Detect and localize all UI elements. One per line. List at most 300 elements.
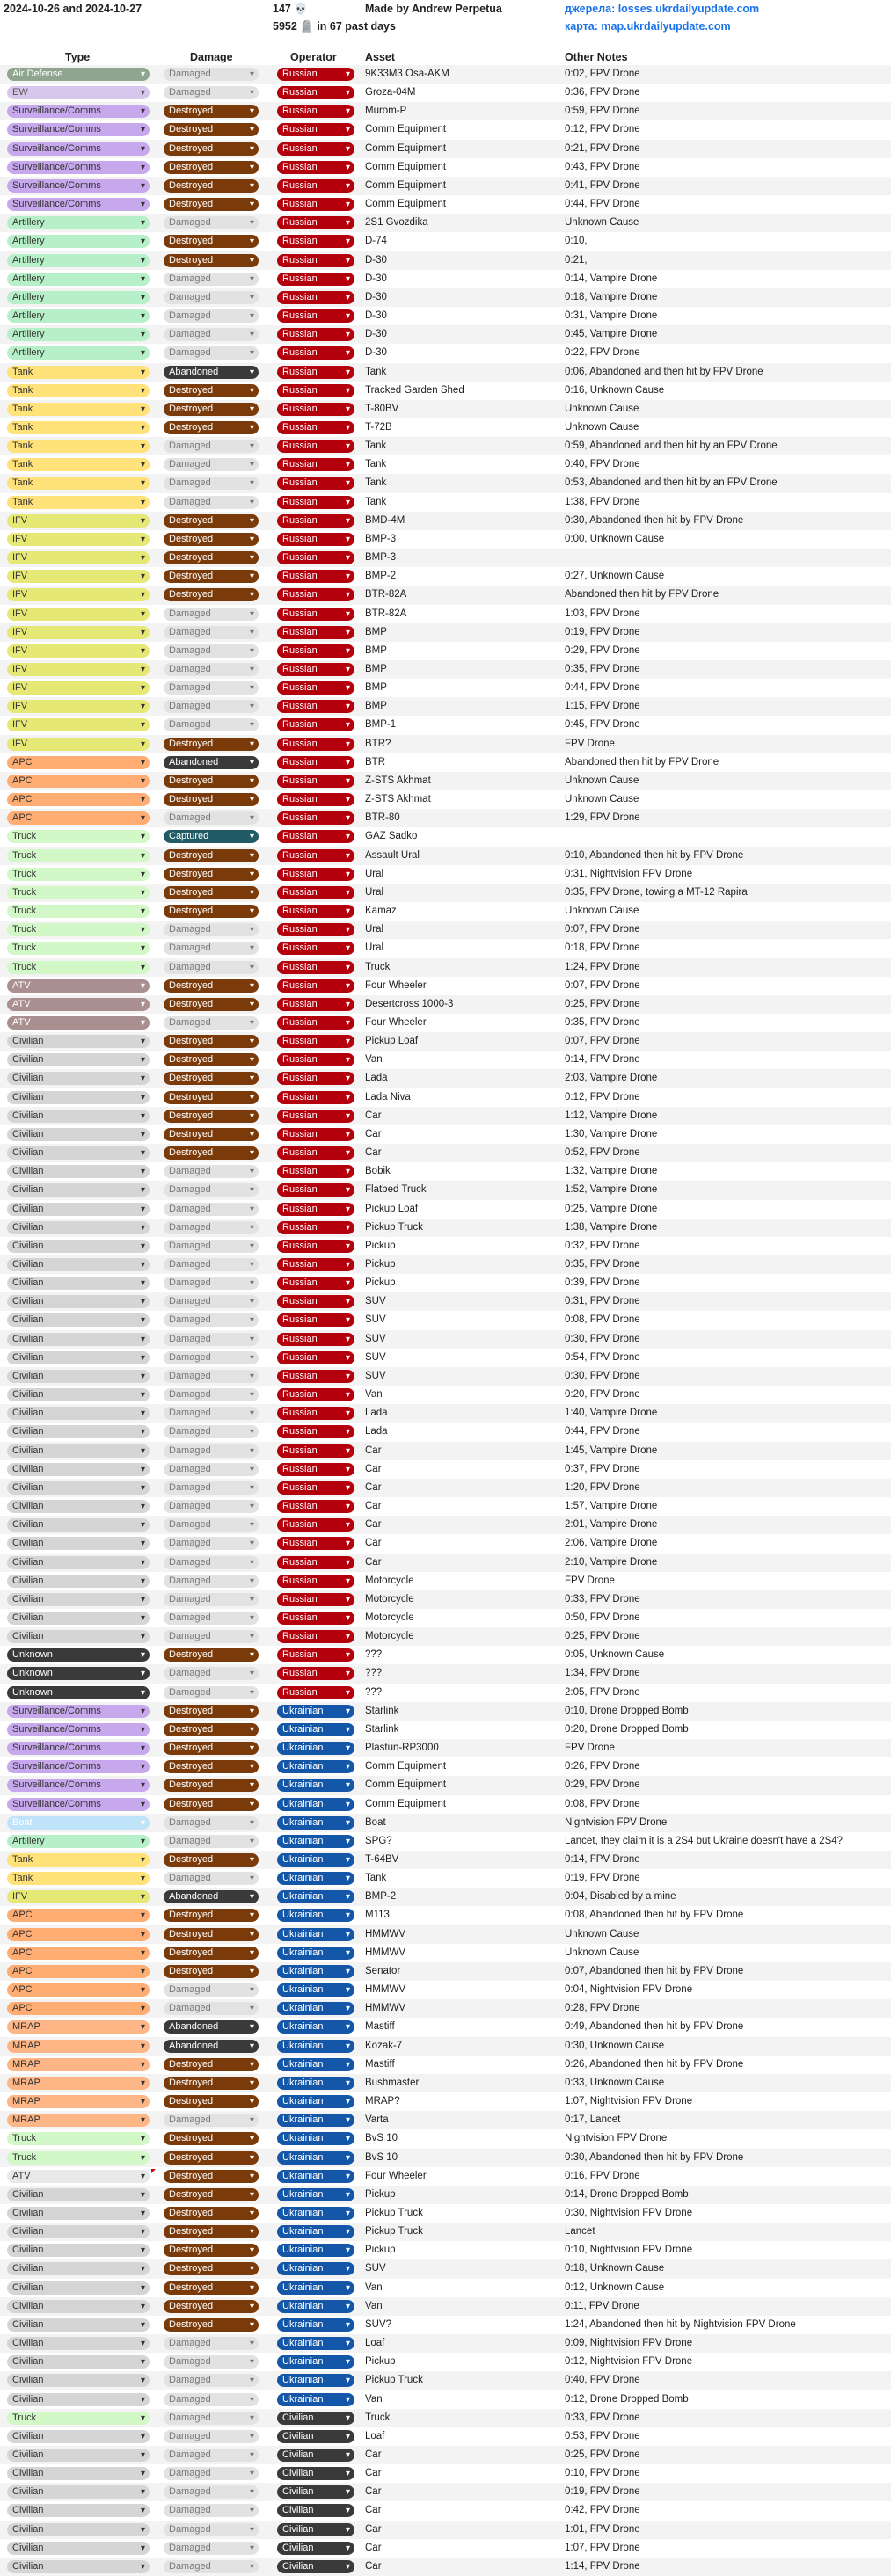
- operator-select[interactable]: Russian ▾: [277, 68, 354, 81]
- damage-select[interactable]: Damaged ▾: [164, 2002, 259, 2015]
- operator-select[interactable]: Russian ▾: [277, 998, 354, 1011]
- operator-select[interactable]: Russian ▾: [277, 1575, 354, 1588]
- type-select[interactable]: Civilian ▾: [7, 2374, 150, 2387]
- damage-select[interactable]: Abandoned ▾: [164, 756, 259, 769]
- operator-select[interactable]: Ukrainian ▾: [277, 2244, 354, 2257]
- type-select[interactable]: IFV ▾: [7, 1890, 150, 1903]
- damage-select[interactable]: Damaged ▾: [164, 1630, 259, 1643]
- type-select[interactable]: Civilian ▾: [7, 2430, 150, 2443]
- operator-select[interactable]: Russian ▾: [277, 886, 354, 899]
- operator-select[interactable]: Ukrainian ▾: [277, 2337, 354, 2350]
- damage-select[interactable]: Damaged ▾: [164, 346, 259, 360]
- type-select[interactable]: Truck ▾: [7, 849, 150, 862]
- damage-select[interactable]: Damaged ▾: [164, 1351, 259, 1364]
- damage-select[interactable]: Destroyed ▾: [164, 2170, 259, 2183]
- type-select[interactable]: APC ▾: [7, 1983, 150, 1997]
- damage-select[interactable]: Destroyed ▾: [164, 738, 259, 751]
- damage-select[interactable]: Destroyed ▾: [164, 2300, 259, 2313]
- operator-select[interactable]: Russian ▾: [277, 235, 354, 248]
- operator-select[interactable]: Ukrainian ▾: [277, 1779, 354, 1792]
- operator-select[interactable]: Russian ▾: [277, 1128, 354, 1141]
- type-select[interactable]: Civilian ▾: [7, 1407, 150, 1420]
- type-select[interactable]: Civilian ▾: [7, 1221, 150, 1234]
- damage-select[interactable]: Damaged ▾: [164, 1518, 259, 1532]
- type-select[interactable]: Boat ▾: [7, 1816, 150, 1830]
- damage-select[interactable]: Damaged ▾: [164, 216, 259, 229]
- type-select[interactable]: Truck ▾: [7, 2412, 150, 2425]
- type-select[interactable]: Truck ▾: [7, 886, 150, 899]
- operator-select[interactable]: Ukrainian ▾: [277, 2020, 354, 2034]
- type-select[interactable]: Surveillance/Comms ▾: [7, 1705, 150, 1718]
- operator-select[interactable]: Russian ▾: [277, 681, 354, 695]
- damage-select[interactable]: Damaged ▾: [164, 1667, 259, 1680]
- type-select[interactable]: Civilian ▾: [7, 1463, 150, 1476]
- type-select[interactable]: Civilian ▾: [7, 1518, 150, 1532]
- operator-select[interactable]: Russian ▾: [277, 1612, 354, 1625]
- type-select[interactable]: Surveillance/Comms ▾: [7, 179, 150, 193]
- type-select[interactable]: Surveillance/Comms ▾: [7, 1760, 150, 1773]
- type-select[interactable]: Unknown ▾: [7, 1686, 150, 1699]
- type-select[interactable]: Civilian ▾: [7, 1203, 150, 1216]
- operator-select[interactable]: Ukrainian ▾: [277, 1909, 354, 1922]
- operator-select[interactable]: Russian ▾: [277, 273, 354, 286]
- operator-select[interactable]: Russian ▾: [277, 328, 354, 341]
- damage-select[interactable]: Damaged ▾: [164, 1444, 259, 1458]
- damage-select[interactable]: Damaged ▾: [164, 1183, 259, 1197]
- operator-select[interactable]: Russian ▾: [277, 216, 354, 229]
- type-select[interactable]: MRAP ▾: [7, 2095, 150, 2108]
- operator-select[interactable]: Russian ▾: [277, 440, 354, 453]
- damage-select[interactable]: Damaged ▾: [164, 2523, 259, 2536]
- damage-select[interactable]: Damaged ▾: [164, 1556, 259, 1569]
- operator-select[interactable]: Ukrainian ▾: [277, 2188, 354, 2201]
- operator-select[interactable]: Russian ▾: [277, 1333, 354, 1346]
- damage-select[interactable]: Destroyed ▾: [164, 403, 259, 416]
- damage-select[interactable]: Destroyed ▾: [164, 793, 259, 806]
- operator-select[interactable]: Ukrainian ▾: [277, 2374, 354, 2387]
- damage-select[interactable]: Damaged ▾: [164, 458, 259, 471]
- type-select[interactable]: APC ▾: [7, 2002, 150, 2015]
- operator-select[interactable]: Russian ▾: [277, 142, 354, 156]
- damage-select[interactable]: Destroyed ▾: [164, 2077, 259, 2090]
- type-select[interactable]: Surveillance/Comms ▾: [7, 1798, 150, 1811]
- damage-select[interactable]: Destroyed ▾: [164, 1742, 259, 1755]
- type-select[interactable]: APC ▾: [7, 1947, 150, 1960]
- damage-select[interactable]: Damaged ▾: [164, 718, 259, 731]
- type-select[interactable]: Truck ▾: [7, 923, 150, 936]
- type-select[interactable]: Artillery ▾: [7, 273, 150, 286]
- type-select[interactable]: Civilian ▾: [7, 2485, 150, 2499]
- damage-select[interactable]: Damaged ▾: [164, 700, 259, 713]
- damage-select[interactable]: Damaged ▾: [164, 291, 259, 304]
- damage-select[interactable]: Destroyed ▾: [164, 2095, 259, 2108]
- damage-select[interactable]: Destroyed ▾: [164, 2058, 259, 2071]
- damage-select[interactable]: Destroyed ▾: [164, 998, 259, 1011]
- operator-select[interactable]: Russian ▾: [277, 718, 354, 731]
- operator-select[interactable]: Russian ▾: [277, 1686, 354, 1699]
- operator-select[interactable]: Ukrainian ▾: [277, 1835, 354, 1848]
- operator-select[interactable]: Ukrainian ▾: [277, 1723, 354, 1736]
- operator-select[interactable]: Russian ▾: [277, 1370, 354, 1383]
- type-select[interactable]: Civilian ▾: [7, 1388, 150, 1401]
- type-select[interactable]: Civilian ▾: [7, 2523, 150, 2536]
- damage-select[interactable]: Abandoned ▾: [164, 2040, 259, 2053]
- type-select[interactable]: Civilian ▾: [7, 1035, 150, 1048]
- operator-select[interactable]: Russian ▾: [277, 1388, 354, 1401]
- damage-select[interactable]: Damaged ▾: [164, 1016, 259, 1030]
- type-select[interactable]: Unknown ▾: [7, 1667, 150, 1680]
- operator-select[interactable]: Russian ▾: [277, 942, 354, 955]
- operator-select[interactable]: Ukrainian ▾: [277, 2002, 354, 2015]
- type-select[interactable]: MRAP ▾: [7, 2114, 150, 2127]
- type-select[interactable]: Civilian ▾: [7, 1575, 150, 1588]
- damage-select[interactable]: Damaged ▾: [164, 2542, 259, 2555]
- operator-select[interactable]: Ukrainian ▾: [277, 1760, 354, 1773]
- damage-select[interactable]: Destroyed ▾: [164, 2318, 259, 2332]
- damage-select[interactable]: Destroyed ▾: [164, 161, 259, 174]
- damage-select[interactable]: Destroyed ▾: [164, 1110, 259, 1123]
- type-select[interactable]: Artillery ▾: [7, 254, 150, 267]
- damage-select[interactable]: Destroyed ▾: [164, 1705, 259, 1718]
- operator-select[interactable]: Russian ▾: [277, 105, 354, 118]
- damage-select[interactable]: Damaged ▾: [164, 961, 259, 974]
- type-select[interactable]: Civilian ▾: [7, 1072, 150, 1085]
- type-select[interactable]: Air Defense ▾: [7, 68, 150, 81]
- operator-select[interactable]: Civilian ▾: [277, 2485, 354, 2499]
- damage-select[interactable]: Destroyed ▾: [164, 1091, 259, 1104]
- type-select[interactable]: Surveillance/Comms ▾: [7, 198, 150, 211]
- type-select[interactable]: Civilian ▾: [7, 1053, 150, 1066]
- type-select[interactable]: Civilian ▾: [7, 1481, 150, 1495]
- operator-select[interactable]: Russian ▾: [277, 123, 354, 136]
- type-select[interactable]: Artillery ▾: [7, 291, 150, 304]
- type-select[interactable]: APC ▾: [7, 1965, 150, 1978]
- damage-select[interactable]: Destroyed ▾: [164, 198, 259, 211]
- type-select[interactable]: APC ▾: [7, 756, 150, 769]
- operator-select[interactable]: Russian ▾: [277, 384, 354, 397]
- type-select[interactable]: Civilian ▾: [7, 2225, 150, 2238]
- operator-select[interactable]: Civilian ▾: [277, 2412, 354, 2425]
- operator-select[interactable]: Russian ▾: [277, 346, 354, 360]
- damage-select[interactable]: Destroyed ▾: [164, 179, 259, 193]
- operator-select[interactable]: Russian ▾: [277, 1146, 354, 1160]
- damage-select[interactable]: Damaged ▾: [164, 626, 259, 639]
- damage-select[interactable]: Damaged ▾: [164, 2504, 259, 2517]
- operator-select[interactable]: Civilian ▾: [277, 2430, 354, 2443]
- type-select[interactable]: IFV ▾: [7, 663, 150, 676]
- type-select[interactable]: Tank ▾: [7, 496, 150, 509]
- operator-select[interactable]: Ukrainian ▾: [277, 1890, 354, 1903]
- type-select[interactable]: Civilian ▾: [7, 1183, 150, 1197]
- damage-select[interactable]: Captured ▾: [164, 830, 259, 843]
- damage-select[interactable]: Damaged ▾: [164, 1203, 259, 1216]
- type-select[interactable]: Civilian ▾: [7, 2449, 150, 2462]
- type-select[interactable]: Tank ▾: [7, 1853, 150, 1867]
- damage-select[interactable]: Damaged ▾: [164, 1313, 259, 1327]
- damage-select[interactable]: Damaged ▾: [164, 1816, 259, 1830]
- type-select[interactable]: Truck ▾: [7, 961, 150, 974]
- damage-select[interactable]: Damaged ▾: [164, 2412, 259, 2425]
- operator-select[interactable]: Russian ▾: [277, 403, 354, 416]
- damage-select[interactable]: Damaged ▾: [164, 1240, 259, 1253]
- damage-select[interactable]: Destroyed ▾: [164, 1035, 259, 1048]
- type-select[interactable]: Surveillance/Comms ▾: [7, 1742, 150, 1755]
- damage-select[interactable]: Damaged ▾: [164, 1835, 259, 1848]
- damage-select[interactable]: Damaged ▾: [164, 328, 259, 341]
- type-select[interactable]: Tank ▾: [7, 366, 150, 379]
- damage-select[interactable]: Damaged ▾: [164, 2393, 259, 2406]
- damage-select[interactable]: Destroyed ▾: [164, 1072, 259, 1085]
- operator-select[interactable]: Russian ▾: [277, 254, 354, 267]
- damage-select[interactable]: Damaged ▾: [164, 2337, 259, 2350]
- operator-select[interactable]: Russian ▾: [277, 161, 354, 174]
- type-select[interactable]: Truck ▾: [7, 942, 150, 955]
- operator-select[interactable]: Civilian ▾: [277, 2467, 354, 2480]
- type-select[interactable]: IFV ▾: [7, 588, 150, 601]
- operator-select[interactable]: Ukrainian ▾: [277, 2393, 354, 2406]
- operator-select[interactable]: Russian ▾: [277, 1500, 354, 1513]
- damage-select[interactable]: Destroyed ▾: [164, 979, 259, 993]
- operator-select[interactable]: Ukrainian ▾: [277, 2300, 354, 2313]
- operator-select[interactable]: Russian ▾: [277, 1072, 354, 1085]
- damage-select[interactable]: Abandoned ▾: [164, 2020, 259, 2034]
- operator-select[interactable]: Russian ▾: [277, 1351, 354, 1364]
- type-select[interactable]: Civilian ▾: [7, 2393, 150, 2406]
- type-select[interactable]: Artillery ▾: [7, 235, 150, 248]
- operator-select[interactable]: Ukrainian ▾: [277, 1816, 354, 1830]
- type-select[interactable]: Civilian ▾: [7, 1630, 150, 1643]
- type-select[interactable]: Civilian ▾: [7, 1537, 150, 1550]
- operator-select[interactable]: Russian ▾: [277, 86, 354, 99]
- damage-select[interactable]: Destroyed ▾: [164, 2281, 259, 2295]
- operator-select[interactable]: Russian ▾: [277, 366, 354, 379]
- damage-select[interactable]: Destroyed ▾: [164, 2207, 259, 2220]
- operator-select[interactable]: Russian ▾: [277, 923, 354, 936]
- damage-select[interactable]: Damaged ▾: [164, 1258, 259, 1271]
- operator-select[interactable]: Russian ▾: [277, 756, 354, 769]
- operator-select[interactable]: Russian ▾: [277, 588, 354, 601]
- damage-select[interactable]: Damaged ▾: [164, 1221, 259, 1234]
- damage-select[interactable]: Damaged ▾: [164, 2485, 259, 2499]
- operator-select[interactable]: Ukrainian ▾: [277, 2207, 354, 2220]
- operator-select[interactable]: Russian ▾: [277, 1463, 354, 1476]
- type-select[interactable]: EW ▾: [7, 86, 150, 99]
- operator-select[interactable]: Russian ▾: [277, 1593, 354, 1606]
- damage-select[interactable]: Damaged ▾: [164, 1333, 259, 1346]
- operator-select[interactable]: Russian ▾: [277, 961, 354, 974]
- damage-select[interactable]: Damaged ▾: [164, 2355, 259, 2369]
- type-select[interactable]: Civilian ▾: [7, 2504, 150, 2517]
- operator-select[interactable]: Ukrainian ▾: [277, 2281, 354, 2295]
- operator-select[interactable]: Ukrainian ▾: [277, 1742, 354, 1755]
- operator-select[interactable]: Ukrainian ▾: [277, 2114, 354, 2127]
- type-select[interactable]: Surveillance/Comms ▾: [7, 142, 150, 156]
- damage-select[interactable]: Destroyed ▾: [164, 1760, 259, 1773]
- damage-select[interactable]: Damaged ▾: [164, 68, 259, 81]
- type-select[interactable]: Civilian ▾: [7, 2188, 150, 2201]
- damage-select[interactable]: Destroyed ▾: [164, 105, 259, 118]
- damage-select[interactable]: Destroyed ▾: [164, 868, 259, 881]
- damage-select[interactable]: Abandoned ▾: [164, 366, 259, 379]
- operator-select[interactable]: Ukrainian ▾: [277, 1947, 354, 1960]
- type-select[interactable]: APC ▾: [7, 775, 150, 788]
- damage-select[interactable]: Damaged ▾: [164, 86, 259, 99]
- operator-select[interactable]: Russian ▾: [277, 793, 354, 806]
- damage-select[interactable]: Damaged ▾: [164, 1537, 259, 1550]
- type-select[interactable]: Civilian ▾: [7, 2207, 150, 2220]
- type-select[interactable]: Tank ▾: [7, 384, 150, 397]
- operator-select[interactable]: Ukrainian ▾: [277, 2132, 354, 2145]
- operator-select[interactable]: Russian ▾: [277, 1165, 354, 1178]
- operator-select[interactable]: Civilian ▾: [277, 2542, 354, 2555]
- type-select[interactable]: Tank ▾: [7, 440, 150, 453]
- type-select[interactable]: APC ▾: [7, 1928, 150, 1941]
- type-select[interactable]: Civilian ▾: [7, 1258, 150, 1271]
- operator-select[interactable]: Ukrainian ▾: [277, 2040, 354, 2053]
- damage-select[interactable]: Damaged ▾: [164, 1388, 259, 1401]
- damage-select[interactable]: Damaged ▾: [164, 1575, 259, 1588]
- type-select[interactable]: MRAP ▾: [7, 2077, 150, 2090]
- damage-select[interactable]: Destroyed ▾: [164, 1723, 259, 1736]
- operator-select[interactable]: Russian ▾: [277, 1407, 354, 1420]
- type-select[interactable]: Civilian ▾: [7, 2355, 150, 2369]
- type-select[interactable]: Civilian ▾: [7, 1444, 150, 1458]
- type-select[interactable]: Civilian ▾: [7, 1313, 150, 1327]
- operator-select[interactable]: Ukrainian ▾: [277, 2170, 354, 2183]
- type-select[interactable]: APC ▾: [7, 811, 150, 825]
- operator-select[interactable]: Russian ▾: [277, 514, 354, 528]
- damage-select[interactable]: Destroyed ▾: [164, 142, 259, 156]
- operator-select[interactable]: Russian ▾: [277, 1203, 354, 1216]
- damage-select[interactable]: Damaged ▾: [164, 2430, 259, 2443]
- damage-select[interactable]: Destroyed ▾: [164, 1779, 259, 1792]
- damage-select[interactable]: Destroyed ▾: [164, 2244, 259, 2257]
- damage-select[interactable]: Destroyed ▾: [164, 533, 259, 546]
- damage-select[interactable]: Destroyed ▾: [164, 588, 259, 601]
- type-select[interactable]: Truck ▾: [7, 868, 150, 881]
- damage-select[interactable]: Damaged ▾: [164, 663, 259, 676]
- operator-select[interactable]: Russian ▾: [277, 1518, 354, 1532]
- damage-select[interactable]: Abandoned ▾: [164, 1890, 259, 1903]
- operator-select[interactable]: Russian ▾: [277, 1221, 354, 1234]
- damage-select[interactable]: Damaged ▾: [164, 1370, 259, 1383]
- operator-select[interactable]: Civilian ▾: [277, 2504, 354, 2517]
- damage-select[interactable]: Destroyed ▾: [164, 2225, 259, 2238]
- damage-select[interactable]: Damaged ▾: [164, 1463, 259, 1476]
- operator-select[interactable]: Russian ▾: [277, 849, 354, 862]
- damage-select[interactable]: Damaged ▾: [164, 2467, 259, 2480]
- operator-select[interactable]: Ukrainian ▾: [277, 2077, 354, 2090]
- damage-select[interactable]: Damaged ▾: [164, 2374, 259, 2387]
- operator-select[interactable]: Ukrainian ▾: [277, 2058, 354, 2071]
- operator-select[interactable]: Russian ▾: [277, 830, 354, 843]
- damage-select[interactable]: Destroyed ▾: [164, 1909, 259, 1922]
- damage-select[interactable]: Damaged ▾: [164, 1165, 259, 1178]
- operator-select[interactable]: Russian ▾: [277, 811, 354, 825]
- type-select[interactable]: Civilian ▾: [7, 1091, 150, 1104]
- type-select[interactable]: IFV ▾: [7, 681, 150, 695]
- type-select[interactable]: Artillery ▾: [7, 346, 150, 360]
- damage-select[interactable]: Destroyed ▾: [164, 886, 259, 899]
- operator-select[interactable]: Russian ▾: [277, 477, 354, 490]
- type-select[interactable]: Civilian ▾: [7, 2318, 150, 2332]
- type-select[interactable]: Unknown ▾: [7, 1648, 150, 1662]
- operator-select[interactable]: Civilian ▾: [277, 2560, 354, 2573]
- type-select[interactable]: Truck ▾: [7, 2151, 150, 2165]
- damage-select[interactable]: Destroyed ▾: [164, 1965, 259, 1978]
- operator-select[interactable]: Russian ▾: [277, 979, 354, 993]
- operator-select[interactable]: Russian ▾: [277, 1630, 354, 1643]
- damage-select[interactable]: Destroyed ▾: [164, 1798, 259, 1811]
- damage-select[interactable]: Destroyed ▾: [164, 1146, 259, 1160]
- operator-select[interactable]: Russian ▾: [277, 309, 354, 323]
- type-select[interactable]: Civilian ▾: [7, 1165, 150, 1178]
- damage-select[interactable]: Damaged ▾: [164, 1481, 259, 1495]
- damage-select[interactable]: Destroyed ▾: [164, 384, 259, 397]
- damage-select[interactable]: Destroyed ▾: [164, 235, 259, 248]
- type-select[interactable]: IFV ▾: [7, 608, 150, 621]
- damage-select[interactable]: Damaged ▾: [164, 811, 259, 825]
- operator-select[interactable]: Russian ▾: [277, 1277, 354, 1290]
- damage-select[interactable]: Damaged ▾: [164, 2114, 259, 2127]
- damage-select[interactable]: Damaged ▾: [164, 1612, 259, 1625]
- losses-source-link[interactable]: джерела: losses.ukrdailyupdate.com: [565, 3, 760, 15]
- operator-select[interactable]: Ukrainian ▾: [277, 2318, 354, 2332]
- operator-select[interactable]: Russian ▾: [277, 1556, 354, 1569]
- operator-select[interactable]: Russian ▾: [277, 1313, 354, 1327]
- damage-select[interactable]: Damaged ▾: [164, 1872, 259, 1885]
- type-select[interactable]: Artillery ▾: [7, 1835, 150, 1848]
- damage-select[interactable]: Destroyed ▾: [164, 1928, 259, 1941]
- type-select[interactable]: Tank ▾: [7, 403, 150, 416]
- type-select[interactable]: Surveillance/Comms ▾: [7, 1779, 150, 1792]
- type-select[interactable]: Tank ▾: [7, 458, 150, 471]
- damage-select[interactable]: Destroyed ▾: [164, 775, 259, 788]
- operator-select[interactable]: Russian ▾: [277, 496, 354, 509]
- operator-select[interactable]: Russian ▾: [277, 551, 354, 564]
- type-select[interactable]: Truck ▾: [7, 905, 150, 918]
- damage-select[interactable]: Damaged ▾: [164, 440, 259, 453]
- damage-select[interactable]: Destroyed ▾: [164, 2262, 259, 2275]
- map-source-link[interactable]: карта: map.ukrdailyupdate.com: [565, 20, 731, 33]
- operator-select[interactable]: Ukrainian ▾: [277, 1853, 354, 1867]
- operator-select[interactable]: Russian ▾: [277, 1295, 354, 1308]
- type-select[interactable]: ATV ▾: [7, 979, 150, 993]
- type-select[interactable]: Civilian ▾: [7, 1370, 150, 1383]
- operator-select[interactable]: Ukrainian ▾: [277, 2355, 354, 2369]
- damage-select[interactable]: Destroyed ▾: [164, 514, 259, 528]
- type-select[interactable]: Artillery ▾: [7, 328, 150, 341]
- type-select[interactable]: Surveillance/Comms ▾: [7, 123, 150, 136]
- type-select[interactable]: Civilian ▾: [7, 1110, 150, 1123]
- operator-select[interactable]: Russian ▾: [277, 1425, 354, 1438]
- operator-select[interactable]: Russian ▾: [277, 905, 354, 918]
- operator-select[interactable]: Russian ▾: [277, 663, 354, 676]
- type-select[interactable]: Tank ▾: [7, 421, 150, 434]
- damage-select[interactable]: Damaged ▾: [164, 1983, 259, 1997]
- type-select[interactable]: Civilian ▾: [7, 1333, 150, 1346]
- type-select[interactable]: IFV ▾: [7, 551, 150, 564]
- operator-select[interactable]: Russian ▾: [277, 533, 354, 546]
- operator-select[interactable]: Russian ▾: [277, 198, 354, 211]
- operator-select[interactable]: Ukrainian ▾: [277, 2225, 354, 2238]
- type-select[interactable]: Civilian ▾: [7, 2262, 150, 2275]
- damage-select[interactable]: Destroyed ▾: [164, 1053, 259, 1066]
- damage-select[interactable]: Destroyed ▾: [164, 1947, 259, 1960]
- damage-select[interactable]: Destroyed ▾: [164, 1853, 259, 1867]
- damage-select[interactable]: Damaged ▾: [164, 942, 259, 955]
- type-select[interactable]: ATV ▾: [7, 1016, 150, 1030]
